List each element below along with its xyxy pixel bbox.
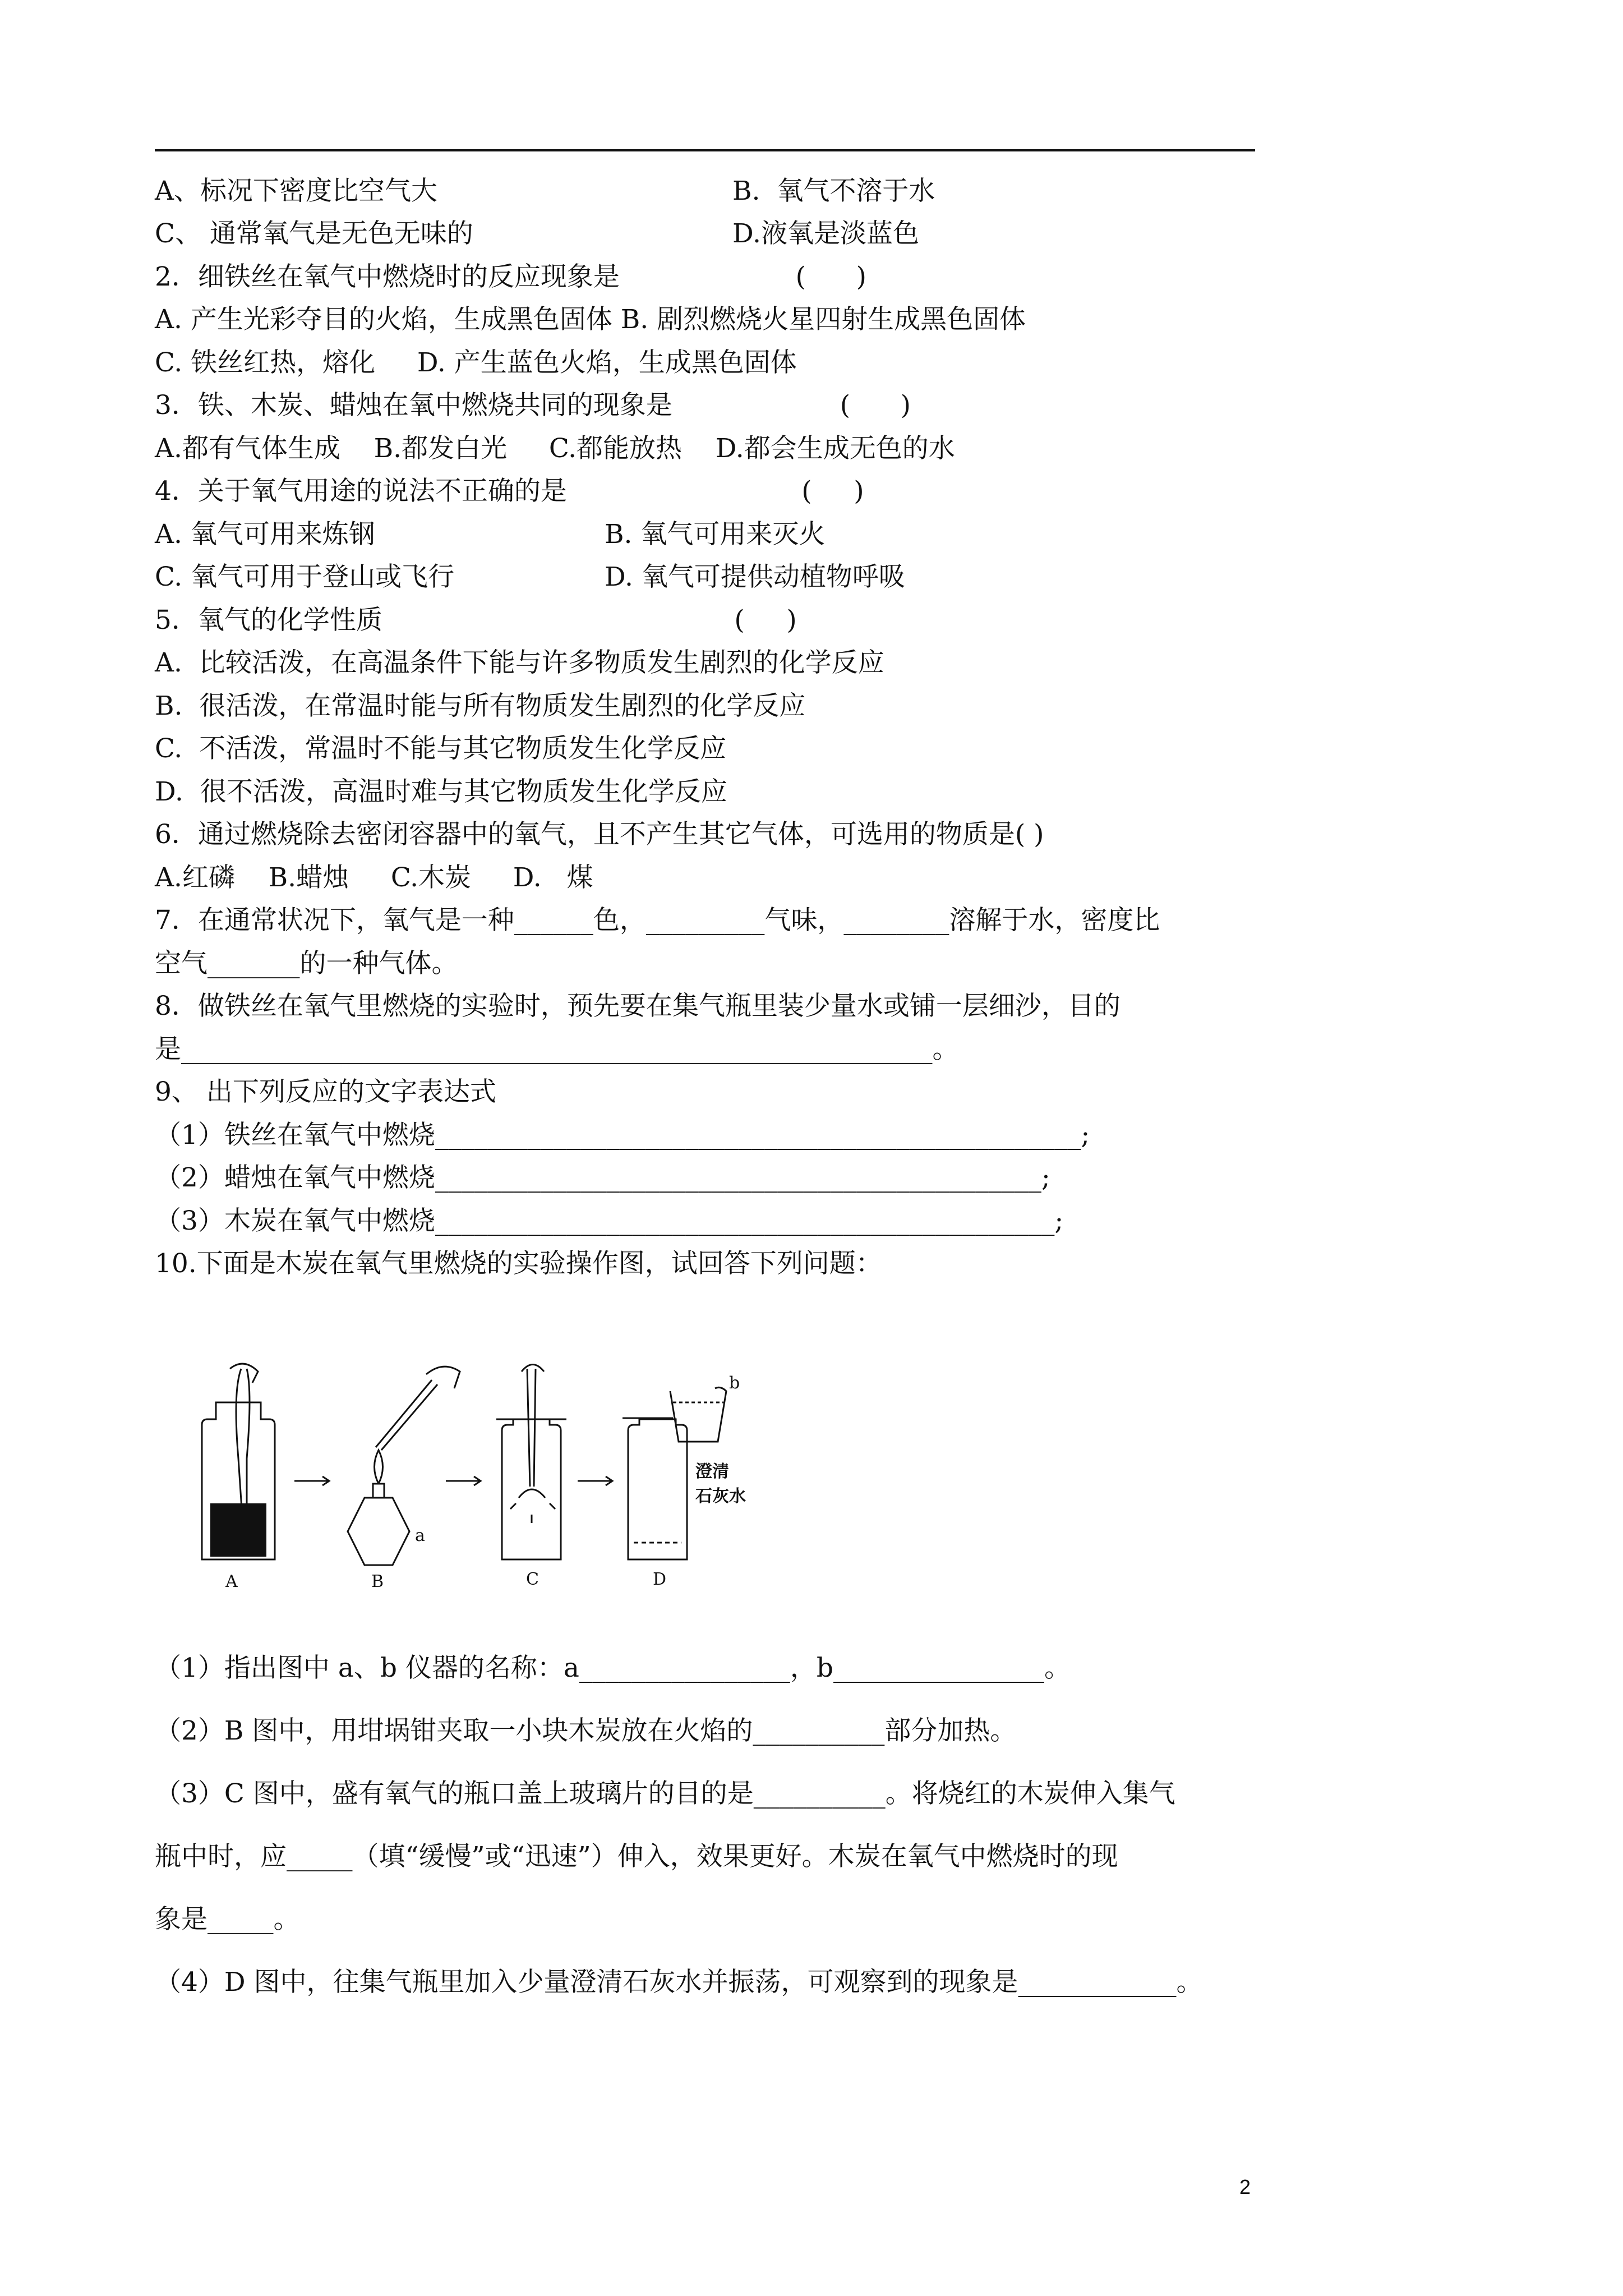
figure-label-c: C	[526, 1570, 539, 1589]
q10-part-3-line-2: 瓶中时，应_____（填“缓慢”或“迅速”）伸入，效果更好。木炭在氧气中燃烧时的现	[155, 1841, 1118, 1872]
q10-part-4: （4）D 图中，往集气瓶里加入少量澄清石灰水并振荡，可观察到的现象是____________。	[155, 1967, 1203, 1998]
q10-part-2: （2）B 图中，用坩埚钳夹取一小块木炭放在火焰的__________部分加热。	[155, 1715, 1017, 1746]
figure-label-d: D	[653, 1570, 667, 1589]
question-8-line-2: 是_________________________________________________________。	[155, 1034, 959, 1065]
q2-options-ab: A. 产生光彩夺目的火焰，生成黑色固体 B. 剧烈燃烧火星四射生成黑色固体	[155, 304, 1026, 335]
question-7-line-1: 7．在通常状况下，氧气是一种______色，_________气味，________溶解于水，密度比	[155, 905, 1160, 936]
q4-option-c: C. 氧气可用于登山或飞行	[155, 562, 455, 592]
q3-options: A.都有气体生成 B.都发白光 C.都能放热 D.都会生成无色的水	[155, 433, 955, 464]
q5-option-d: D. 很不活泼，高温时难与其它物质发生化学反应	[155, 776, 727, 807]
question-9: 9、 出下列反应的文字表达式	[155, 1076, 496, 1107]
question-3: 3．铁、木炭、蜡烛在氧中燃烧共同的现象是 ( )	[155, 390, 911, 421]
q1-option-a: A、标况下密度比空气大	[155, 176, 437, 206]
instrument-a-label: a	[415, 1526, 425, 1545]
q4-option-a: A. 氧气可用来炼钢	[155, 519, 375, 550]
q9-item-3: （3）木炭在氧气中燃烧_______________________________________________;	[155, 1205, 1064, 1236]
q10-part-3-line-3: 象是_____。	[155, 1904, 300, 1935]
question-10: 10.下面是木炭在氧气里燃烧的实验操作图，试回答下列问题：	[155, 1248, 882, 1279]
q5-option-c: C. 不活泼，常温时不能与其它物质发生化学反应	[155, 733, 727, 764]
page-number: 2	[1239, 2175, 1251, 2198]
q6-options: A.红磷 B.蜡烛 C.木炭 D. 煤	[155, 862, 593, 893]
header-rule	[155, 149, 1255, 151]
limewater-label-1: 澄清	[695, 1462, 729, 1481]
question-7-line-2: 空气_______的一种气体。	[155, 948, 458, 979]
question-8-line-1: 8．做铁丝在氧气里燃烧的实验时，预先要在集气瓶里装少量水或铺一层细沙，目的	[155, 991, 1121, 1022]
q9-item-2: （2）蜡烛在氧气中燃烧______________________________________________;	[155, 1162, 1050, 1193]
question-6: 6．通过燃烧除去密闭容器中的氧气，且不产生其它气体，可选用的物质是( )	[155, 819, 1044, 850]
q5-option-a: A. 比较活泼，在高温条件下能与许多物质发生剧烈的化学反应	[155, 647, 884, 678]
q1-option-d: D.液氧是淡蓝色	[732, 218, 919, 249]
question-2: 2．细铁丝在氧气中燃烧时的反应现象是 ( )	[155, 261, 866, 292]
q1-option-b: B. 氧气不溶于水	[732, 176, 935, 206]
figure-label-a: A	[225, 1572, 238, 1591]
instrument-b-label: b	[729, 1373, 740, 1393]
q5-option-b: B. 很活泼，在常温时能与所有物质发生剧烈的化学反应	[155, 691, 806, 721]
q4-option-b: B. 氧气可用来灭火	[605, 519, 826, 550]
q10-part-1: （1）指出图中 a、b 仪器的名称：a________________，b________________。	[155, 1653, 1071, 1683]
q10-part-3-line-1: （3）C 图中，盛有氧气的瓶口盖上玻璃片的目的是__________。将烧红的木炭伸入集气	[155, 1778, 1175, 1809]
q1-option-c: C、 通常氧气是无色无味的	[155, 218, 473, 249]
q9-item-1: （1）铁丝在氧气中燃烧_________________________________________________;	[155, 1120, 1090, 1151]
q2-options-cd: C. 铁丝红热，熔化 D. 产生蓝色火焰，生成黑色固体	[155, 347, 797, 378]
figure-label-b: B	[371, 1572, 384, 1591]
experiment-figure	[191, 1358, 796, 1593]
limewater-label-2: 石灰水	[695, 1487, 746, 1506]
question-4: 4．关于氧气用途的说法不正确的是 ( )	[155, 476, 864, 507]
q4-option-d: D. 氧气可提供动植物呼吸	[605, 562, 905, 592]
question-5: 5．氧气的化学性质 ( )	[155, 605, 797, 636]
